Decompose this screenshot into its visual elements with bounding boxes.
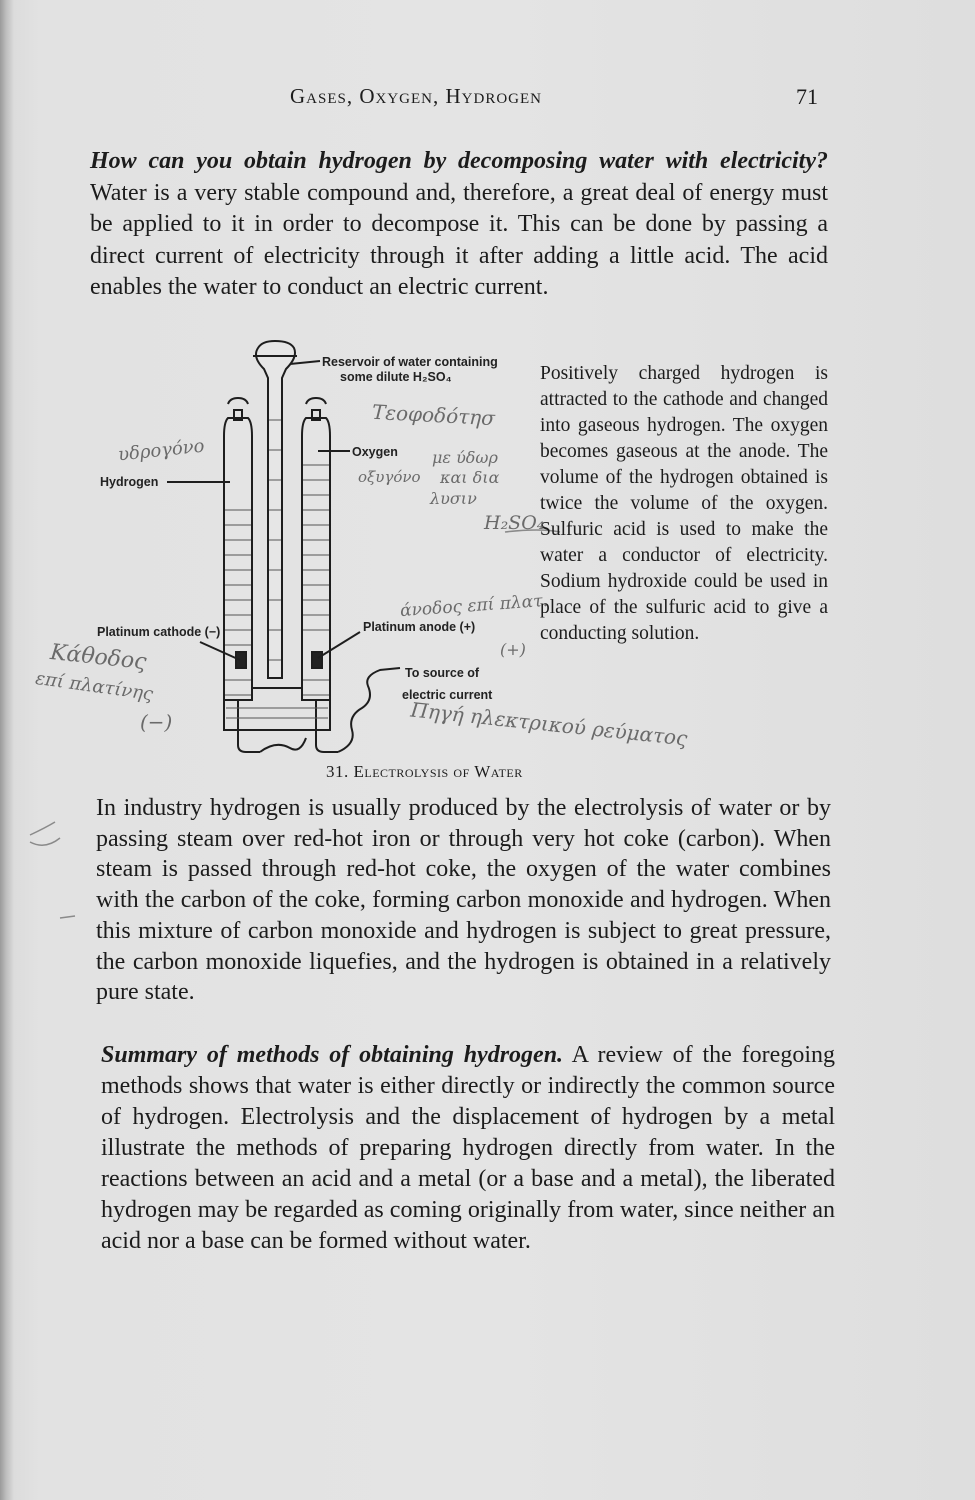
label-reservoir: Reservoir of water containing — [322, 355, 498, 369]
label-oxygen: Oxygen — [352, 445, 398, 459]
figure-side-text: Positively charged hydrogen is attracted to the cathode and changed into gaseous hydrogen. The oxygen becomes gaseous at the anode. The volume of the hydrogen obtained is twice the volume of the oxygen. Sulfuric acid is used to make the water a conductor of electricity. Sodium hydroxide could be used in place of the sulfuric acid to give a conducting solution. — [540, 363, 828, 644]
handwriting-h2so4: H₂SO₄ — [484, 512, 545, 534]
section-heading-electrolysis: How can you obtain hydrogen by decomposing water with electricity? — [90, 148, 828, 174]
label-platinum-cathode: Platinum cathode (−) — [97, 625, 221, 639]
label-reservoir-line2: some dilute H₂SO₄ — [340, 370, 452, 384]
label-power-source-line2: electric current — [402, 688, 493, 702]
handwriting-cathode-2: επί πλατίνης — [34, 667, 155, 706]
label-hydrogen: Hydrogen — [100, 475, 159, 489]
handwriting-reservoir: Τεοφοδότησ — [371, 399, 496, 431]
paragraph-text: A review of the foregoing methods shows that water is either directly or indirectly the common source of hydrogen. Electrolysis and the displacement of hydrogen by a metal illustrate the methods of preparing hydrogen directly from water. In the reactions between an acid and a metal (or a base and a metal), the liberated hydrogen may be regarded as coming originally from water, since neither an acid nor a base can be formed without water. — [101, 1042, 835, 1254]
handwriting-hydrogen: υδρογόνο — [117, 435, 206, 466]
paragraph-industrial-hydrogen: In industry hydrogen is usually produced by the electrolysis of water or by passing steam over red-hot iron or through very hot coke (carbon). When steam is passed through red-hot coke, the oxygen of the water combines with the carbon of the coke, forming carbon monoxide and hydrogen. When this mixture of carbon monoxide and hydrogen is subject to great pressure, the carbon monoxide liquefies, and the hydrogen is obtained in a relatively pure state. — [96, 795, 831, 1006]
handwriting-anode: άνοδος επί πλατ. — [399, 590, 549, 622]
label-platinum-anode: Platinum anode (+) — [363, 620, 476, 634]
paragraph-text: Water is a very stable compound and, therefore, a great deal of energy must be applied to it in order to decompose it. This can be done by passing a direct current of electricity through it after adding a little acid. The acid enables the water to conduct an electric current. — [90, 179, 828, 300]
figure-caption — [326, 762, 523, 782]
handwriting-plus: (+) — [500, 640, 526, 659]
running-head: Gases, Oxygen, Hydrogen — [290, 84, 542, 108]
handwriting-oxygen: οξυγόνο — [358, 468, 421, 486]
label-power-source: To source of — [405, 666, 480, 680]
page-number: 71 — [796, 84, 818, 109]
figure-number: 31. — [326, 762, 349, 781]
handwriting-minus: (−) — [140, 710, 173, 734]
handwriting-cathode: Κάθοδος — [48, 640, 148, 675]
handwriting-reservoir-2: με ύδωρ — [432, 448, 498, 467]
handwriting-power-source: Πηγή ηλεκτρικού ρεύματος — [409, 697, 689, 751]
figure-title: Electrolysis of Water — [353, 762, 523, 781]
section-heading-summary: Summary of methods of obtaining hydrogen. — [101, 1042, 564, 1068]
paragraph-summary — [101, 1040, 835, 1257]
handwriting-reservoir-3: και δια — [440, 468, 500, 487]
handwriting-reservoir-4: λυσιν — [430, 489, 477, 508]
